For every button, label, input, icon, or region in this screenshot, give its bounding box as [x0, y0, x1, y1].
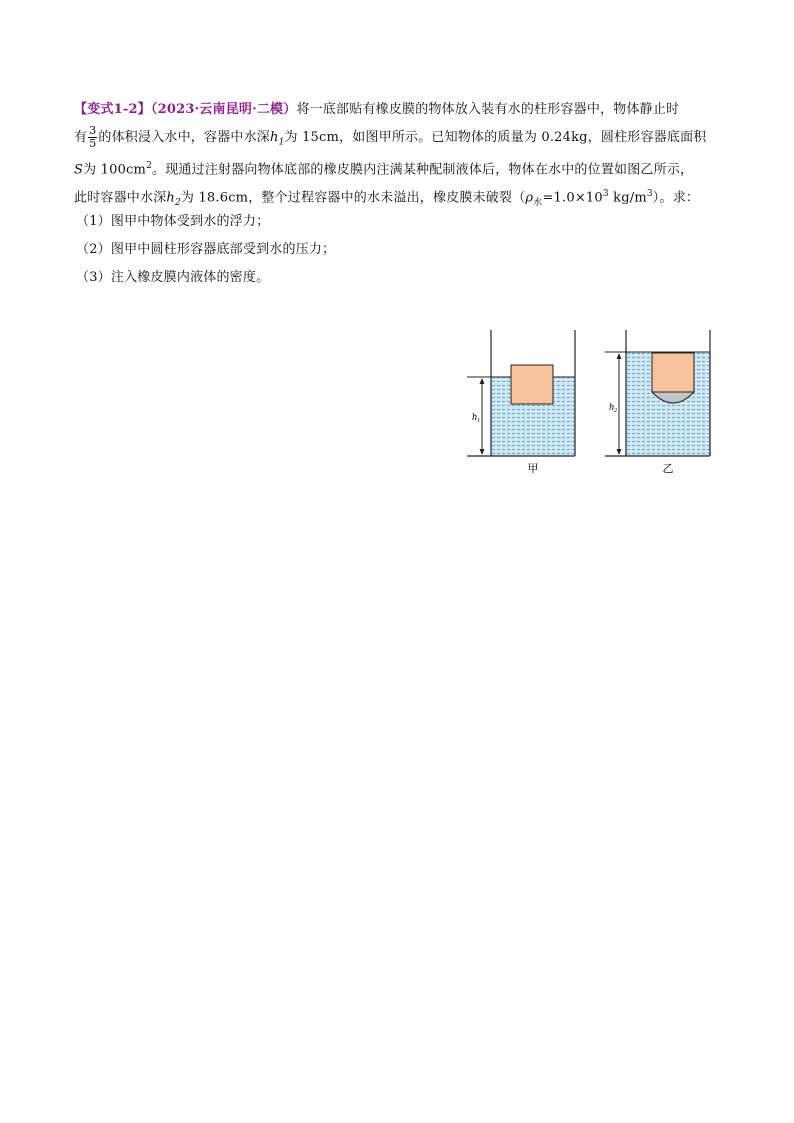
container-yi: [605, 330, 710, 475]
rho-unit: kg/m: [608, 190, 647, 206]
h2-variable: h: [166, 190, 175, 206]
rho-symbol: ρ: [525, 190, 534, 206]
area-unit-exponent: 2: [146, 161, 153, 171]
h1-arrow-up: [480, 378, 485, 384]
problem-source: （2023·云南昆明·二模）: [150, 102, 297, 117]
fraction-numerator: 3: [89, 124, 97, 137]
problem-line2-pre: 有: [74, 130, 88, 145]
problem-line-2: [74, 124, 722, 152]
problem-line3-rest: 。现通过注射器向物体底部的橡皮膜内注满某种配制液体后，物体在水中的位置如图乙所示，: [152, 162, 694, 178]
container-jia: [467, 330, 575, 475]
figure-containers: [462, 324, 722, 476]
question-2: （2）图甲中圆柱形容器底部受到水的压力；: [76, 242, 336, 257]
problem-line2-rest: 为 15cm，如图甲所示。已知物体的质量为 0.24kg，圆柱形容器底面积: [284, 130, 707, 145]
problem-line1-text: 将一底部贴有橡皮膜的物体放入装有水的柱形容器中，物体静止时: [296, 102, 680, 117]
rho-value: =1.0×10: [542, 190, 603, 206]
h2-subscript: 2: [174, 197, 181, 208]
problem-line4-pre: 此时容器中水深: [74, 190, 167, 206]
h2-arrow-up: [617, 353, 622, 359]
h1-label: $h_1$: [472, 412, 480, 424]
problem-line-3: [74, 152, 722, 180]
question-1: （1）图甲中物体受到水的浮力；: [76, 214, 270, 229]
problem-line2-mid: 的体积浸入水中，容器中水深: [98, 130, 271, 145]
figure-svg: [462, 324, 722, 476]
problem-line4-end: ）。求：: [652, 190, 700, 206]
h2-arrow-down: [617, 449, 622, 455]
problem-line3-mid: 为 100cm: [83, 162, 147, 178]
caption-jia: 甲: [527, 462, 539, 475]
fraction-denominator: 5: [89, 137, 97, 150]
fraction-three-fifths: [88, 125, 97, 150]
problem-line4-mid: 为 18.6cm，整个过程容器中的水未溢出，橡皮膜未破裂（: [180, 190, 526, 206]
h1-arrow-down: [480, 449, 485, 455]
problem-text: [74, 96, 722, 292]
block-jia: [511, 365, 553, 404]
rho-unit-exponent: 3: [646, 189, 653, 199]
caption-yi: 乙: [662, 462, 674, 475]
question-3: （3）注入橡皮膜内液体的密度。: [76, 270, 270, 285]
h2-label: $h_2$: [609, 402, 617, 414]
rho-exponent: 3: [602, 189, 609, 199]
h1-variable: h: [270, 130, 279, 145]
s-variable: S: [74, 162, 84, 178]
h1-subscript: 1: [278, 137, 285, 148]
problem-line-4: [74, 180, 722, 208]
problem-tag: 【变式1-2】: [74, 102, 151, 117]
problem-line-1: [74, 96, 722, 124]
block-yi: [652, 353, 694, 392]
rho-subscript: 水: [533, 197, 543, 208]
